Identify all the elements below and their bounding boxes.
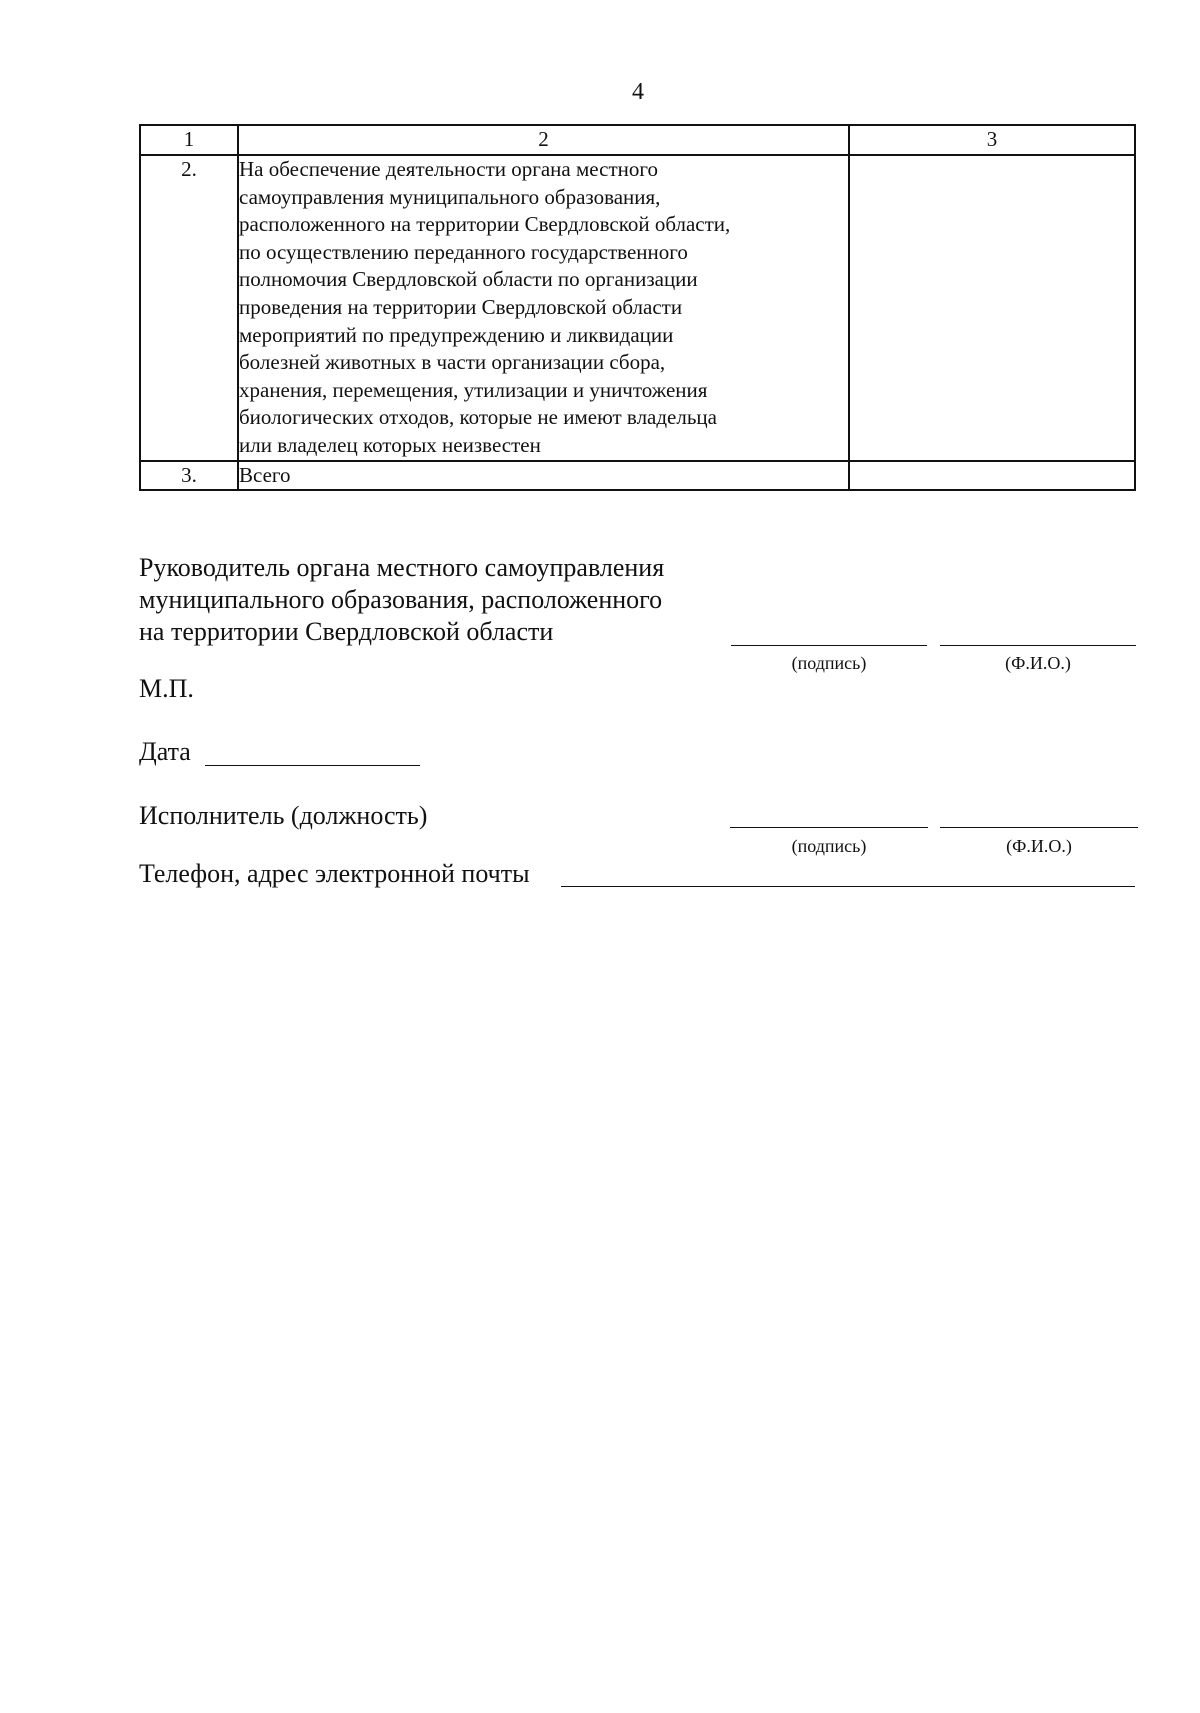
table-row-total xyxy=(140,461,1135,490)
head-name-field[interactable] xyxy=(940,645,1136,646)
description-line: или владелец которых неизвестен xyxy=(239,432,541,457)
head-name-caption: (Ф.И.О.) xyxy=(1005,653,1071,673)
head-signature-line: Руководитель органа местного самоуправления xyxy=(139,553,665,582)
row-description xyxy=(238,155,849,461)
executor-name-field[interactable] xyxy=(940,827,1138,828)
table-header-row xyxy=(140,125,1135,155)
date-field[interactable] xyxy=(205,765,420,766)
stamp-label: М.П. xyxy=(139,674,194,703)
executor-signature-caption: (подпись) xyxy=(791,836,867,856)
page-number: 4 xyxy=(632,79,644,105)
head-signature-label xyxy=(139,552,729,648)
description-line: самоуправления муниципального образования, xyxy=(239,184,661,209)
description-line: расположенного на территории Свердловской области, xyxy=(239,212,731,237)
contact-field[interactable] xyxy=(561,886,1135,887)
head-signature-line: на территории Свердловской области xyxy=(139,617,554,646)
date-label: Дата xyxy=(139,737,191,766)
description-line: биологических отходов, которые не имеют владельца xyxy=(239,405,717,430)
description-line: мероприятий по предупреждению и ликвидации xyxy=(239,322,674,347)
description-line: хранения, перемещения, утилизации и уничтожения xyxy=(239,377,708,402)
description-line: полномочия Свердловской области по организации xyxy=(239,267,698,292)
description-line: по осуществлению переданного государственного xyxy=(239,239,688,264)
executor-name-caption: (Ф.И.О.) xyxy=(1006,836,1072,856)
description-line: болезней животных в части организации сбора, xyxy=(239,350,666,375)
total-label: Всего xyxy=(238,461,849,490)
row-number: 3. xyxy=(140,461,238,490)
head-signature-field[interactable] xyxy=(731,645,927,646)
header-col-1: 1 xyxy=(140,125,238,155)
form-table xyxy=(139,124,1136,491)
table-row xyxy=(140,155,1135,461)
header-col-2: 2 xyxy=(238,125,849,155)
description-line: проведения на территории Свердловской области xyxy=(239,294,683,319)
header-col-3: 3 xyxy=(849,125,1135,155)
contact-label: Телефон, адрес электронной почты xyxy=(139,859,530,888)
executor-signature-field[interactable] xyxy=(730,827,928,828)
row-value-cell[interactable] xyxy=(849,155,1135,461)
total-value-cell[interactable] xyxy=(849,461,1135,490)
head-signature-line: муниципального образования, расположенного xyxy=(139,585,663,614)
executor-label: Исполнитель (должность) xyxy=(139,801,428,830)
head-signature-caption: (подпись) xyxy=(791,653,867,673)
description-line: На обеспечение деятельности органа местного xyxy=(239,157,658,181)
row-number: 2. xyxy=(140,155,238,461)
